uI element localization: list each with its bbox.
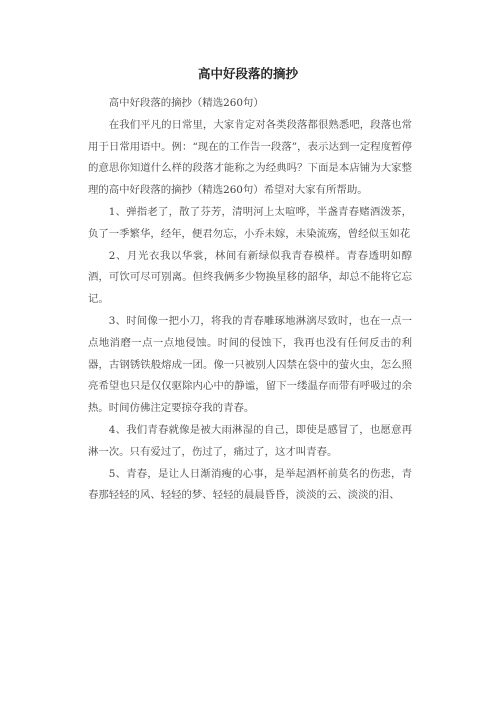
quote-paragraph-5: 5、青春，是让人日渐消瘦的心事，是举起酒杯前莫名的伤悲，青春那轻轻的风、轻轻的梦、轻轻的晨晨昏昏，淡淡的云、淡淡的泪、 (88, 467, 412, 502)
intro-paragraph: 在我们平凡的日常里，大家肯定对各类段落都很熟悉吧，段落也常用于日常用语中。例：“现在的工作告一段落”，表示达到一定程度暂停的意思你知道什么样的段落才能称之为经典吗？下面是本店铺为大家整理的高中好段落的摘抄（精选260句）希望对大家有所帮助。 (88, 118, 412, 197)
quote-paragraph-4: 4、我们青春就像是被大雨淋湿的自己，即使是感冒了，也愿意再淋一次。只有爱过了，伤过了，痛过了，这才叫青春。 (88, 423, 412, 458)
quote-paragraph-2: 2、月光衣我以华裳，林间有新绿似我青春模样。青春透明如醇酒，可饮可尽可别离。但终我俩多少物换星移的韶华，却总不能将它忘记。 (88, 249, 412, 306)
subtitle-paragraph: 高中好段落的摘抄（精选260句） (108, 97, 264, 109)
quote-paragraph-1: 1、弹指老了，散了芬芳，清明河上太喧哗，半盏青春赌酒泼茶，负了一季繁华，经年，便君勿忘，小乔未嫁，未染流殇，曾经似玉如花 (88, 205, 412, 240)
document-body (88, 93, 412, 507)
quote-paragraph-3: 3、时间像一把小刀，将我的青春雕琢地淋漓尽致时，也在一点一点地消磨一点一点地侵蚀。时间的侵蚀下，我再也没有任何反击的利器，古钢锈铁般熔成一团。像一只被别人囚禁在袋中的萤火虫，怎么照亮希望也只是仅仅驱除内心中的静谧，留下一缕温存而带有呼吸过的余热。时间仿佛注定要掠夺我的青春。 (88, 314, 412, 415)
document-title: 高中好段落的摘抄 (197, 66, 298, 81)
